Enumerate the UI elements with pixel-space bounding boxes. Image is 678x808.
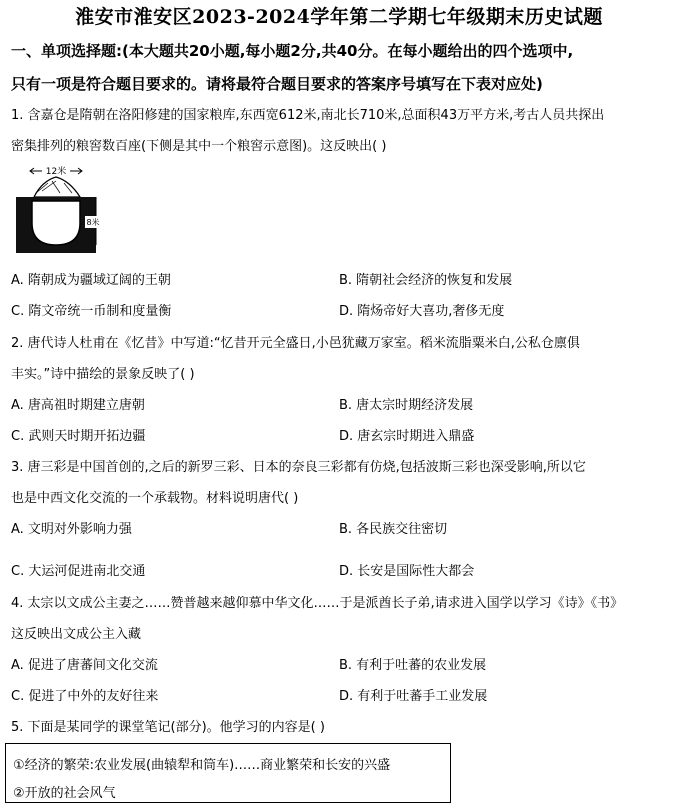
diagram-width-label: 12米 bbox=[45, 167, 67, 177]
note-line-2: ②开放的社会风气 bbox=[13, 786, 116, 801]
question-4-stem bbox=[11, 588, 671, 650]
pit-cavity bbox=[32, 201, 80, 245]
exam-title: 淮安市淮安区2023-2024学年第二学期七年级期末历史试题 bbox=[75, 6, 603, 28]
question-2-option-b: B. 唐太宗时期经济发展 bbox=[339, 398, 474, 413]
diagram-depth-label: 8米 bbox=[86, 218, 100, 227]
question-4-stem-line-1: 4. 太宗以文成公主妻之……赞普越来越仰慕中华文化……于是派酋长子弟,请求进入国学以学习《诗》《书》 bbox=[11, 596, 624, 611]
question-3-stem bbox=[11, 452, 671, 514]
question-1-option-d: D. 隋炀帝好大喜功,奢侈无度 bbox=[339, 304, 505, 319]
question-1-option-a: A. 隋朝成为疆域辽阔的王朝 bbox=[11, 273, 171, 288]
question-4-option-c: C. 促进了中外的友好往来 bbox=[11, 689, 159, 704]
section-heading-line-1: 一、单项选择题:(本大题共20小题,每小题2分,共40分。在每小题给出的四个选项中, bbox=[11, 42, 574, 60]
question-3-stem-line-2: 也是中西文化交流的一个承载物。材料说明唐代( ) bbox=[11, 491, 299, 506]
granary-pit-diagram bbox=[12, 163, 102, 255]
section-heading-line-2: 只有一项是符合题目要求的。请将最符合题目要求的答案序号填写在下表对应处) bbox=[11, 75, 543, 93]
question-5-stem bbox=[11, 712, 671, 743]
question-1-option-c: C. 隋文帝统一币制和度量衡 bbox=[11, 304, 172, 319]
question-4-option-a: A. 促进了唐蕃间文化交流 bbox=[11, 658, 158, 673]
question-1-option-b: B. 隋朝社会经济的恢复和发展 bbox=[339, 273, 513, 288]
class-notes-box bbox=[5, 743, 451, 803]
question-3-option-b: B. 各民族交往密切 bbox=[339, 522, 448, 537]
question-3-stem-line-1: 3. 唐三彩是中国首创的,之后的新罗三彩、日本的奈良三彩都有仿烧,包括波斯三彩也深受影响,所以它 bbox=[11, 460, 586, 475]
question-5-stem-line-1: 5. 下面是某同学的课堂笔记(部分)。他学习的内容是( ) bbox=[11, 720, 325, 735]
question-2-stem-line-1: 2. 唐代诗人杜甫在《忆昔》中写道:“忆昔开元全盛日,小邑犹藏万家室。稻米流脂粟米白,公私仓廪俱 bbox=[11, 336, 580, 351]
question-4-option-d: D. 有利于吐蕃手工业发展 bbox=[339, 689, 488, 704]
note-line-1: ①经济的繁荣:农业发展(曲辕犁和筒车)……商业繁荣和长安的兴盛 bbox=[13, 758, 391, 773]
question-1-stem-line-2: 密集排列的粮窖数百座(下侧是其中一个粮窖示意图)。这反映出( ) bbox=[11, 139, 387, 154]
question-2-option-c: C. 武则天时期开拓边疆 bbox=[11, 429, 146, 444]
question-3-option-a: A. 文明对外影响力强 bbox=[11, 522, 132, 537]
question-3-option-d: D. 长安是国际性大都会 bbox=[339, 564, 475, 579]
question-1-stem bbox=[11, 100, 671, 162]
question-2-stem bbox=[11, 328, 671, 390]
question-2-stem-line-2: 丰实。”诗中描绘的景象反映了( ) bbox=[11, 367, 195, 382]
question-1-stem-line-1: 1. 含嘉仓是隋朝在洛阳修建的国家粮库,东西宽612米,南北长710米,总面积43万平方米,考古人员共探出 bbox=[11, 108, 605, 123]
pit-roof bbox=[34, 177, 80, 197]
question-2-option-d: D. 唐玄宗时期进入鼎盛 bbox=[339, 429, 475, 444]
question-4-option-b: B. 有利于吐蕃的农业发展 bbox=[339, 658, 487, 673]
question-2-option-a: A. 唐高祖时期建立唐朝 bbox=[11, 398, 145, 413]
question-4-stem-line-2: 这反映出文成公主入藏 bbox=[11, 627, 142, 642]
question-3-option-c: C. 大运河促进南北交通 bbox=[11, 564, 146, 579]
